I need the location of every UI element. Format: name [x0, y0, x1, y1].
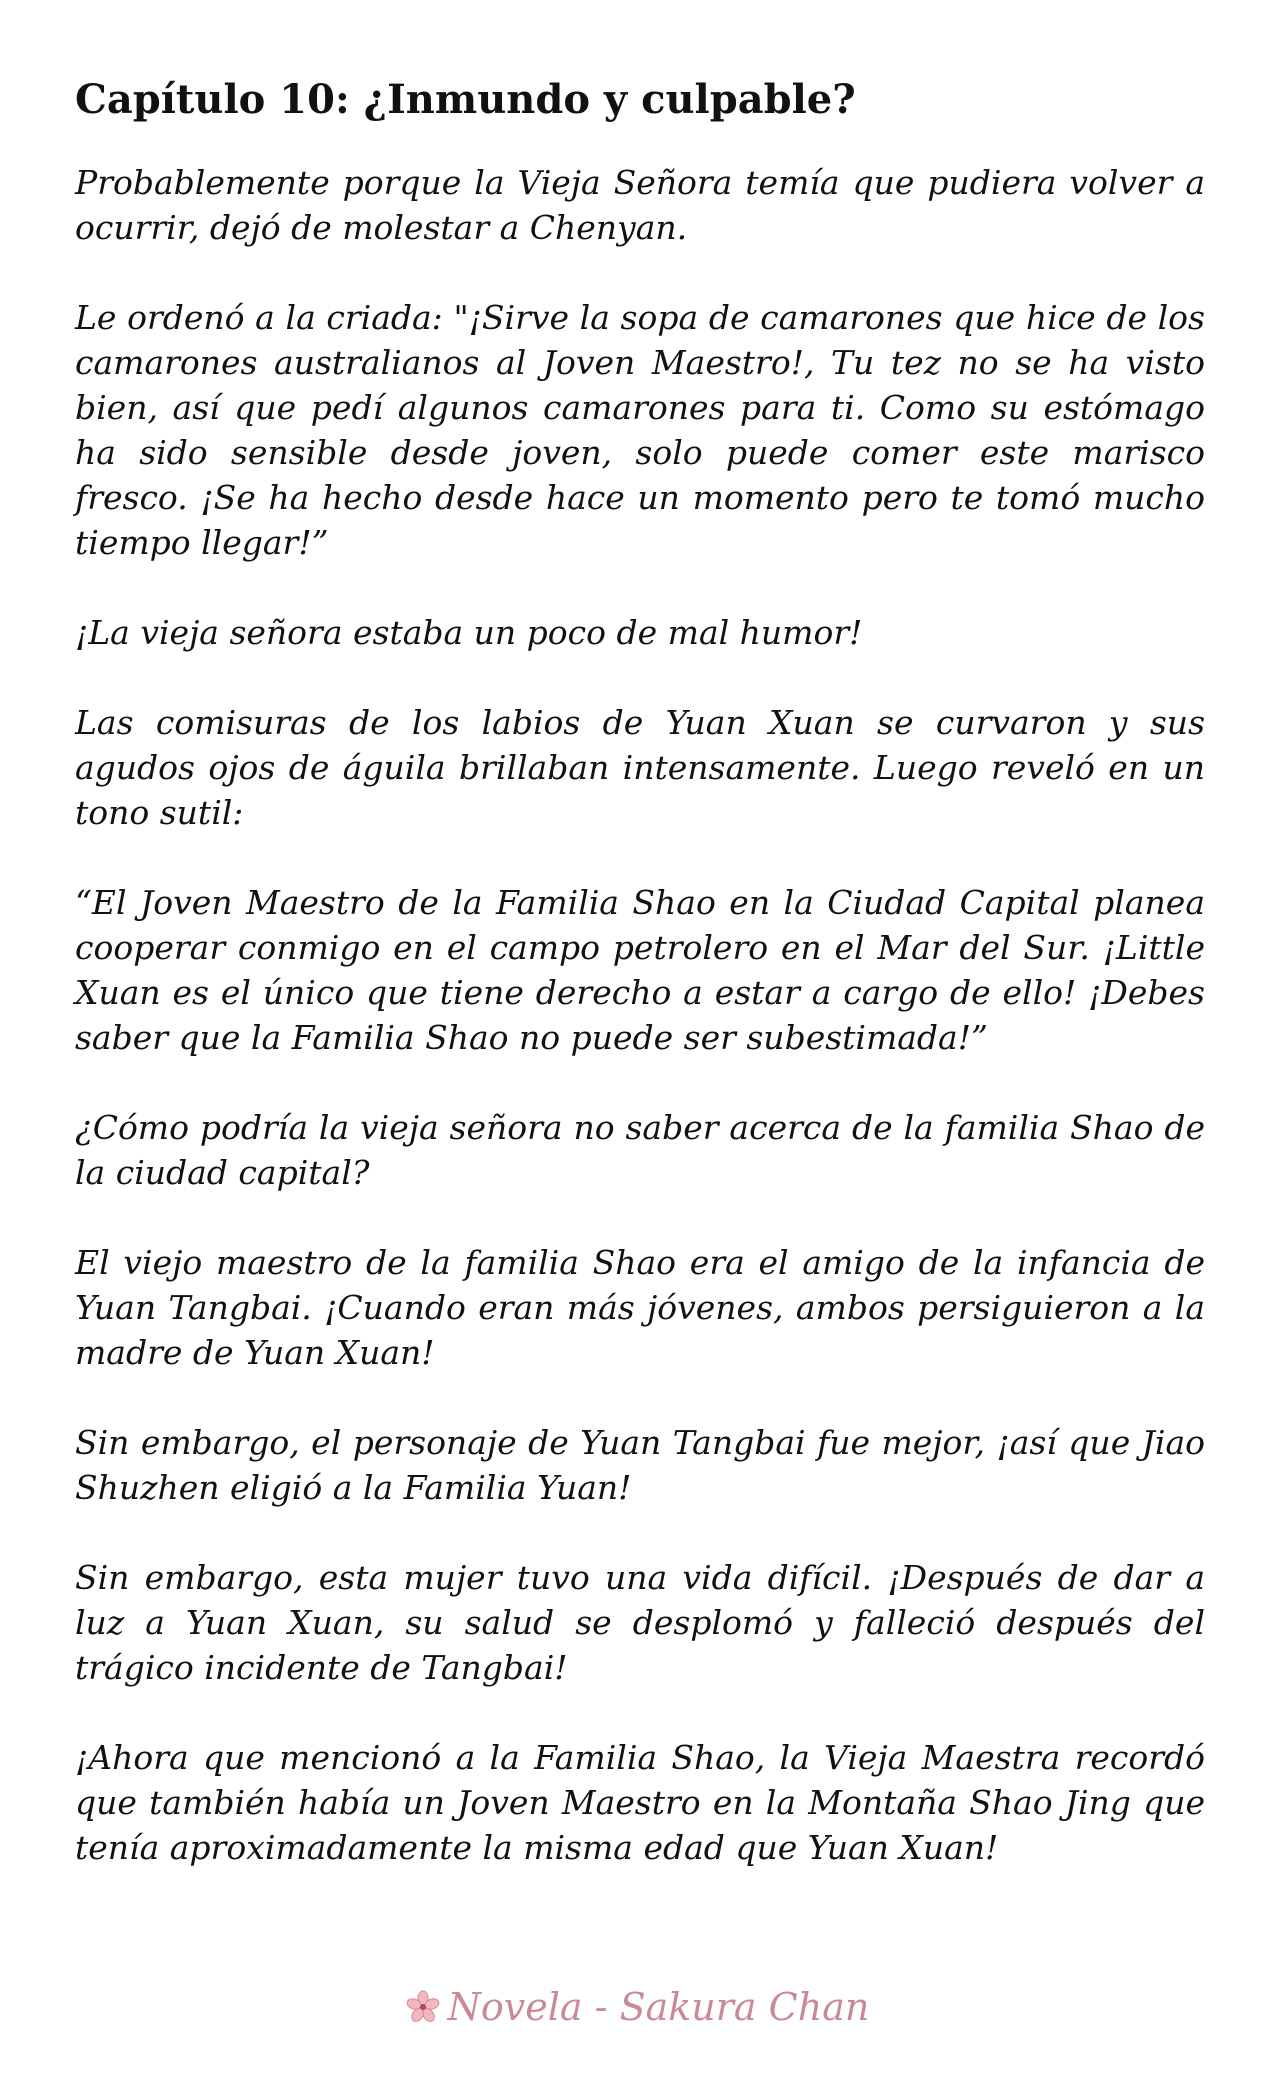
paragraph: Le ordenó a la criada: "¡Sirve la sopa de camarones que hice de los camarones australianos al Joven Maestro!, Tu tez no se ha visto bien, así que pedí algunos camarones para ti. Como su estómago ha sido sensible desde joven, solo puede comer este marisco fresco. ¡Se ha hecho desde hace un momento pero te tomó mucho tiempo llegar!” [75, 298, 1205, 562]
paragraph: Probablemente porque la Vieja Señora temía que pudiera volver a ocurrir, dejó de molestar a Chenyan. [75, 163, 1205, 247]
watermark [0, 1985, 1275, 2033]
document-page [75, 70, 1205, 1915]
watermark-text: Novela - Sakura Chan [447, 1985, 870, 2029]
chapter-title: Capítulo 10: ¿Inmundo y culpable? [75, 76, 856, 123]
paragraph: ¡Ahora que mencionó a la Familia Shao, la Vieja Maestra recordó que también había un Joven Maestro en la Montaña Shao Jing que tenía aproximadamente la misma edad que Yuan Xuan! [75, 1738, 1205, 1867]
paragraph: Sin embargo, el personaje de Yuan Tangbai fue mejor, ¡así que Jiao Shuzhen eligió a la Familia Yuan! [75, 1423, 1205, 1507]
paragraph: “El Joven Maestro de la Familia Shao en la Ciudad Capital planea cooperar conmigo en el campo petrolero en el Mar del Sur. ¡Little Xuan es el único que tiene derecho a estar a cargo de ello! ¡Debes saber que la Familia Shao no puede ser subestimada!” [75, 883, 1205, 1057]
sakura-flower-icon [406, 1989, 440, 2033]
paragraph: ¡La vieja señora estaba un poco de mal humor! [75, 613, 863, 652]
paragraph: Las comisuras de los labios de Yuan Xuan se curvaron y sus agudos ojos de águila brillaban intensamente. Luego reveló en un tono sutil: [75, 703, 1205, 832]
paragraph: ¿Cómo podría la vieja señora no saber acerca de la familia Shao de la ciudad capital? [75, 1108, 1205, 1192]
paragraph: El viejo maestro de la familia Shao era el amigo de la infancia de Yuan Tangbai. ¡Cuando eran más jóvenes, ambos persiguieron a la madre de Yuan Xuan! [75, 1243, 1205, 1372]
paragraph: Sin embargo, esta mujer tuvo una vida difícil. ¡Después de dar a luz a Yuan Xuan, su salud se desplomó y falleció después del trágico incidente de Tangbai! [75, 1558, 1205, 1687]
